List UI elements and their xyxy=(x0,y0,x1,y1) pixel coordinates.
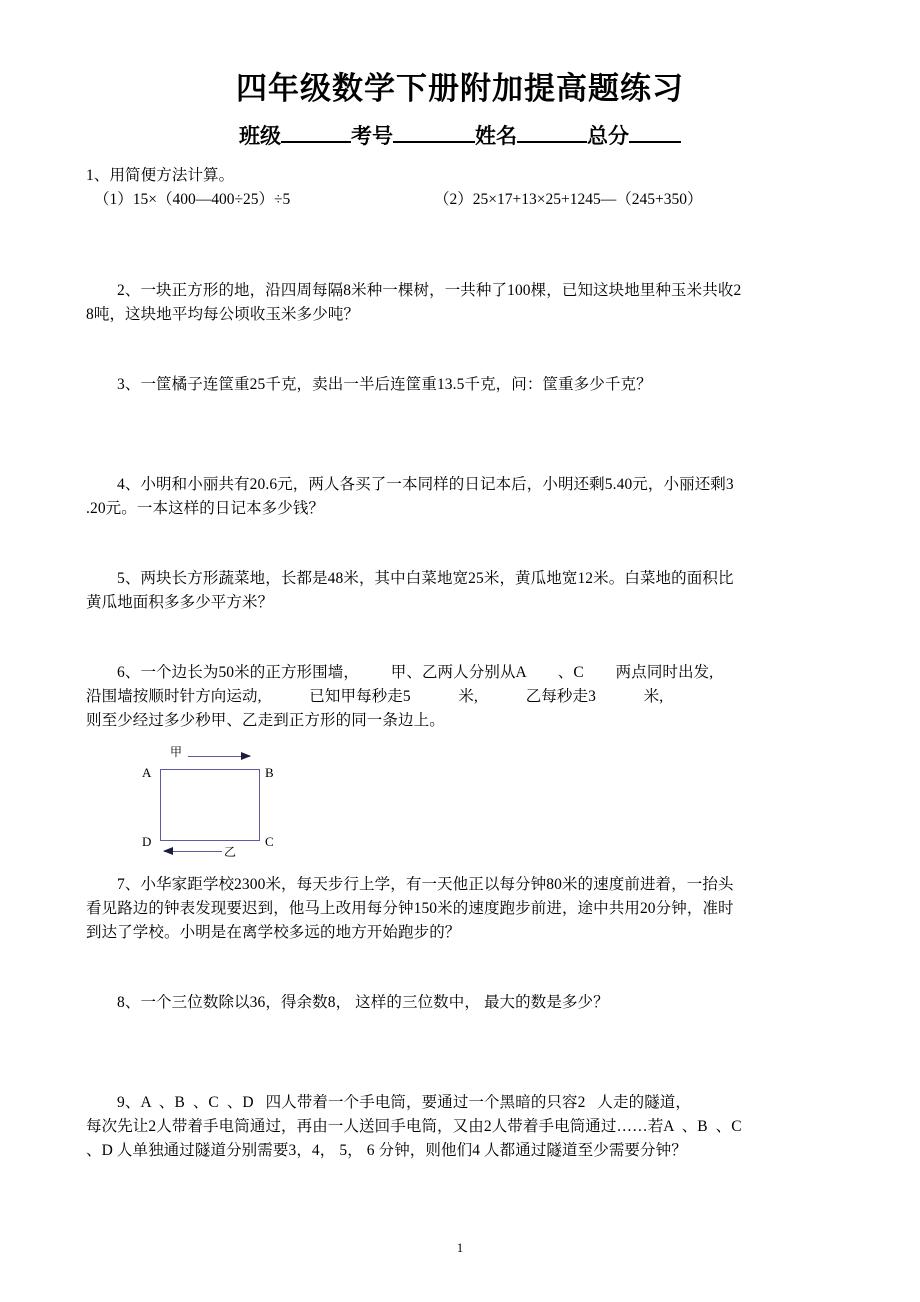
answer-space-7 xyxy=(86,945,832,991)
question-5-line-2: 黄瓜地面积多多少平方米？ xyxy=(86,594,274,611)
question-9-line-3: 、D 人单独通过隧道分别需要3，4， 5， 6 分钟，则他们4 人都通过隧道至少需要分钟？ xyxy=(86,1142,687,1160)
question-6 xyxy=(86,661,832,861)
question-7-line-1: 7、小华家距学校2300米，每天步行上学，有一天他正以每分钟80米的速度前进着，一抬头 xyxy=(117,876,734,894)
question-7-line-3: 到达了学校。小明是在离学校多远的地方开始跑步的？ xyxy=(86,924,461,942)
answer-space-6 xyxy=(86,861,832,873)
question-6-figure xyxy=(86,733,832,861)
question-4-line-2: .20元。一本这样的日记本多少钱？ xyxy=(86,499,325,517)
question-2-line-2: 8吨，这块地平均每公顷收玉米多少吨？ xyxy=(86,305,360,323)
vertex-label-a: A xyxy=(142,765,152,781)
answer-space-1 xyxy=(86,213,832,279)
question-9-line-2: 每次先让2人带着手电筒通过，再由一人送回手电筒，又由2人带着手电筒通过……若A 、B 、C xyxy=(86,1118,742,1136)
answer-space-8 xyxy=(86,1015,832,1091)
field-blank-name[interactable] xyxy=(517,141,587,143)
field-label-class: 班级 xyxy=(239,124,281,149)
answer-space-5 xyxy=(86,615,832,661)
questions-area xyxy=(0,150,920,1163)
field-blank-examno[interactable] xyxy=(393,141,475,143)
field-blank-score[interactable] xyxy=(629,141,681,143)
answer-space-2 xyxy=(86,327,832,373)
question-6-line-2: 沿围墙按顺时针方向运动, 已知甲每秒走5 米, 乙每秒走3 米, xyxy=(86,688,664,706)
question-7 xyxy=(86,873,832,945)
arrow-left-icon xyxy=(164,851,222,852)
question-4-line-1: 4、小明和小丽共有20.6元，两人各买了一本同样的日记本后，小明还剩5.40元，小丽还剩3 xyxy=(117,475,734,493)
field-label-examno: 考号 xyxy=(351,124,393,149)
question-1-part-b: （2）25×17+13×25+1245—（245+350） xyxy=(434,191,703,209)
question-5 xyxy=(86,567,832,615)
page-title: 四年级数学下册附加提高题练习 xyxy=(236,71,684,106)
answer-space-4 xyxy=(86,521,832,567)
vertex-label-d: D xyxy=(142,834,152,850)
question-2-line-1: 2、一块正方形的地，沿四周每隔8米种一棵树，一共种了100棵，已知这块地里种玉米共收2 xyxy=(117,281,742,299)
question-6-line-1: 6、一个边长为50米的正方形围墙， 甲、乙两人分别从A 、C 两点同时出发, xyxy=(117,664,714,682)
field-blank-class[interactable] xyxy=(281,141,351,143)
student-info-line xyxy=(0,106,920,150)
question-9-line-1: 9、A 、B 、C 、D 四人带着一个手电筒，要通过一个黑暗的只容2 人走的隧道， xyxy=(117,1094,692,1112)
question-9 xyxy=(86,1091,832,1163)
vertex-label-b: B xyxy=(265,765,274,781)
field-label-name: 姓名 xyxy=(475,124,517,149)
question-8 xyxy=(86,991,832,1015)
question-4 xyxy=(86,473,832,521)
answer-space-3 xyxy=(86,397,832,473)
question-5-line-1: 5、两块长方形蔬菜地，长都是48米，其中白菜地宽25米，黄瓜地宽12米。白菜地的面积比 xyxy=(117,569,734,587)
vertex-label-c: C xyxy=(265,834,274,850)
question-1-part-a: （1）15×（400—400÷25）÷5 xyxy=(94,191,291,209)
question-1 xyxy=(86,164,832,213)
question-8-line-1: 8、一个三位数除以36，得余数8， 这样的三位数中， 最大的数是多少？ xyxy=(117,994,609,1012)
question-1-stem: 1、用简便方法计算。 xyxy=(86,167,235,185)
question-6-line-3: 则至少经过多少秒甲、乙走到正方形的同一条边上。 xyxy=(86,712,445,730)
question-3 xyxy=(86,373,832,397)
page-number: 1 xyxy=(456,1241,464,1255)
runner-label-jia: 甲 xyxy=(170,745,183,760)
question-1-subparts xyxy=(86,188,832,213)
question-3-line-1: 3、一筐橘子连筐重25千克，卖出一半后连筐重13.5千克，问：筐重多少千克？ xyxy=(117,375,652,393)
runner-label-yi: 乙 xyxy=(224,845,237,860)
square-shape xyxy=(160,769,260,841)
field-label-score: 总分 xyxy=(587,124,629,149)
question-2 xyxy=(86,279,832,327)
arrow-right-icon xyxy=(188,756,250,757)
question-7-line-2: 看见路边的钟表发现要迟到，他马上改用每分钟150米的速度跑步前进，途中共用20分钟，准时 xyxy=(86,900,734,918)
